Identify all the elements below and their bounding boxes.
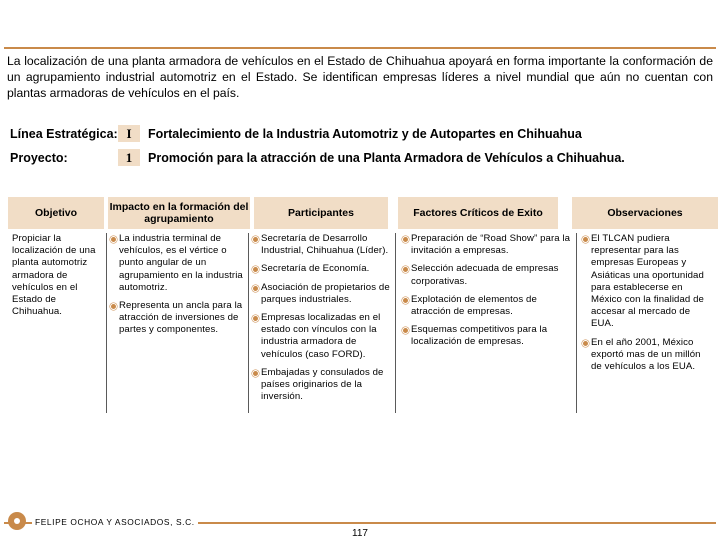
list-item: Representa un ancla para la atracción de inversiones de partes y componentes. (110, 300, 246, 337)
list-item: Selección adecuada de empresas corporativas. (402, 263, 572, 287)
header-participantes-text: Participantes (288, 207, 354, 219)
header-observaciones (572, 197, 718, 229)
proyecto-code-badge: 1 (118, 149, 140, 166)
list-item: En el año 2001, México exportó mas de un millón de vehículos a los EUA. (582, 337, 710, 374)
list-item: Asociación de propietarios de parques industriales. (252, 282, 392, 306)
header-factores-text: Factores Críticos de Exito (413, 207, 543, 219)
observaciones-cell (582, 233, 710, 379)
list-item: Esquemas competitivos para la localización de empresas. (402, 324, 572, 348)
header-impacto (108, 197, 250, 229)
top-divider (4, 47, 716, 49)
header-objetivo-text: Objetivo (34, 207, 77, 219)
linea-title: Fortalecimiento de la Industria Automotriz y de Autopartes en Chihuahua (148, 127, 582, 141)
column-divider (106, 233, 107, 413)
proyecto-label: Proyecto: (10, 151, 68, 165)
objetivo-cell: Propiciar la localización de una planta automotriz armadora de vehículos en el Estado de Chihuahua. (12, 233, 96, 318)
page-number: 117 (352, 528, 368, 539)
list-item: Secretaría de Economía. (252, 263, 392, 275)
proyecto-title: Promoción para la atracción de una Planta Armadora de Vehículos a Chihuahua. (148, 151, 625, 165)
header-impacto-text: Impacto en la formación del agrupamiento (109, 201, 249, 225)
participantes-cell (252, 233, 392, 409)
list-item: Explotación de elementos de atracción de empresas. (402, 294, 572, 318)
list-item: La industria terminal de vehículos, es el vértice o punto angular de un agrupamiento en la industria automotriz. (110, 233, 246, 294)
linea-code-badge: I (118, 125, 140, 142)
company-logo-icon (8, 512, 26, 530)
header-objetivo (8, 197, 104, 229)
header-factores (398, 197, 558, 229)
intro-paragraph: La localización de una planta armadora de vehículos en el Estado de Chihuahua apoyará en forma importante la conformación de un agrupamiento industrial automotriz en el Estado. Se identifican empresas líderes a nivel mundial que aún no cuentan con plantas armadoras de vehículos en el país. (7, 54, 713, 100)
list-item: Secretaría de Desarrollo Industrial, Chihuahua (Líder). (252, 233, 392, 257)
list-item: Embajadas y consulados de países originarios de la inversión. (252, 367, 392, 404)
impacto-cell (110, 233, 246, 343)
column-divider (248, 233, 249, 413)
header-observaciones-text: Observaciones (607, 207, 683, 219)
list-item: Empresas localizadas en el estado con vínculos con la industria armadora de vehículos (caso FORD). (252, 312, 392, 361)
column-divider (576, 233, 577, 413)
footer-company: FELIPE OCHOA Y ASOCIADOS, S.C. (32, 517, 198, 527)
list-item: El TLCAN pudiera representar para las empresas Europeas y Asiáticas una oportunidad para establecerse en México con la finalidad de accesar al mercado de EUA. (582, 233, 710, 331)
list-item: Preparación de “Road Show” para la invitación a empresas. (402, 233, 572, 257)
linea-label: Línea Estratégica: (10, 127, 118, 141)
factores-cell (402, 233, 572, 355)
column-divider (395, 233, 396, 413)
header-participantes (254, 197, 388, 229)
